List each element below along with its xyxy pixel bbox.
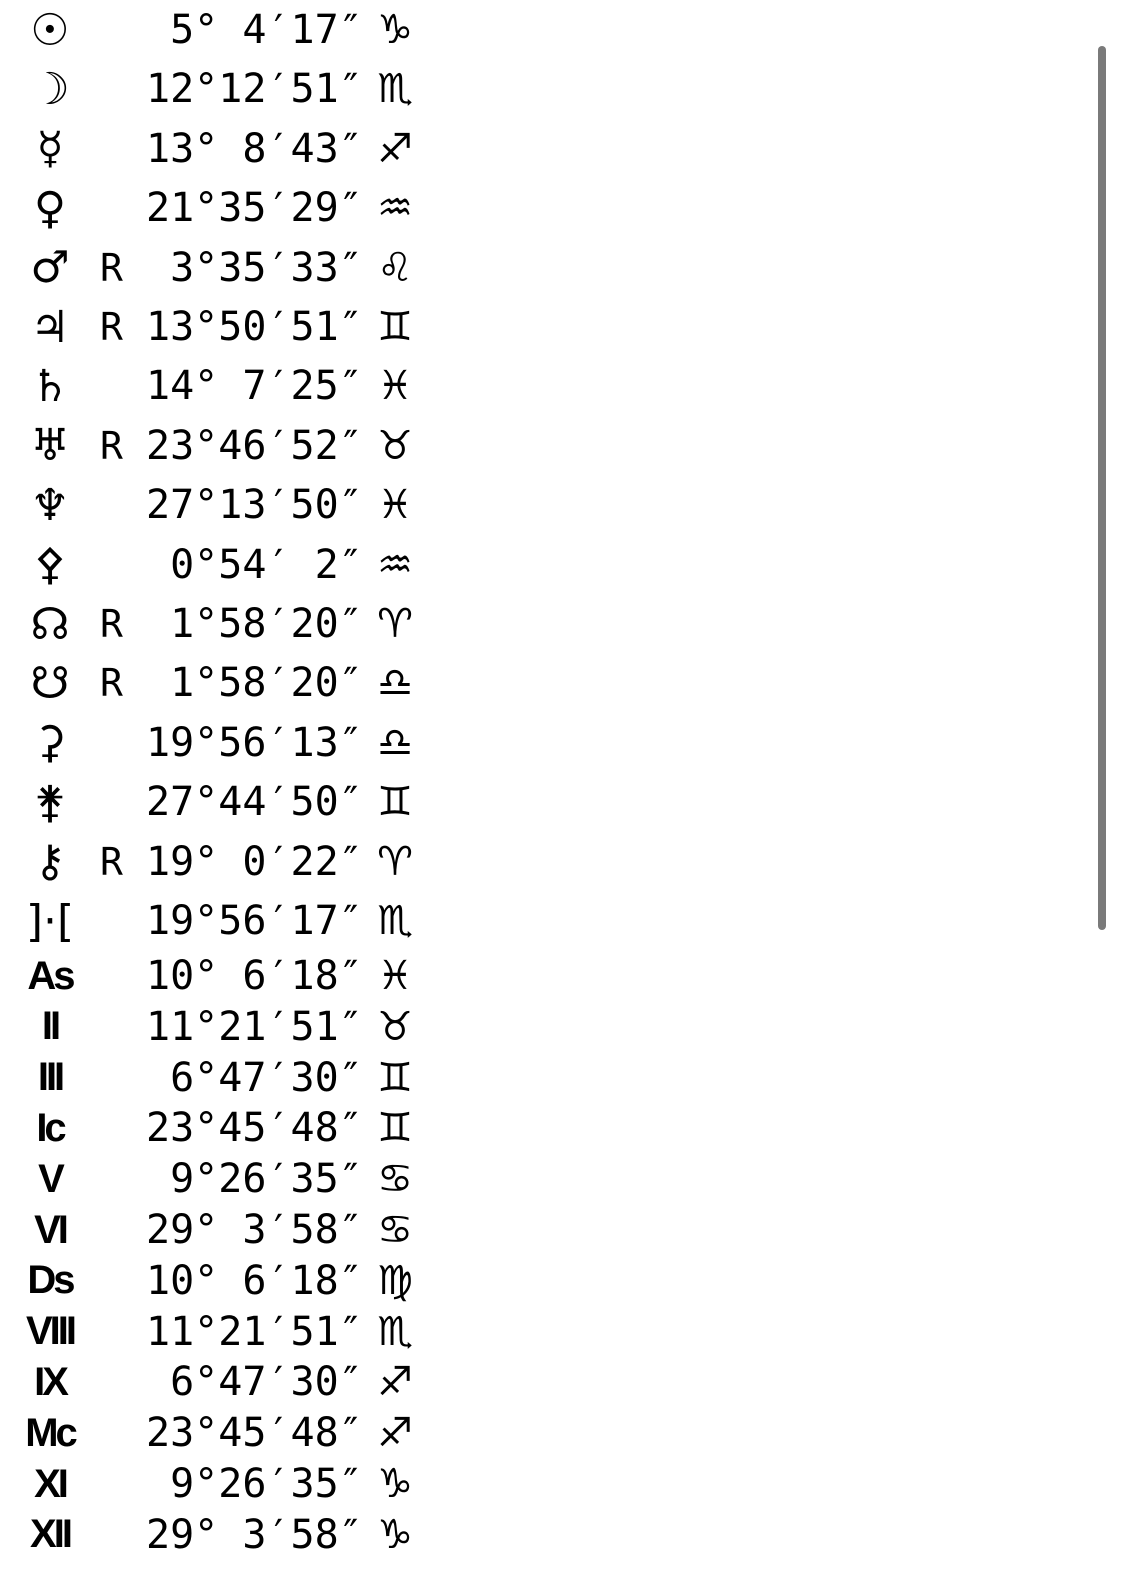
house-label-as: As xyxy=(27,953,73,998)
cancer-icon: ♋ xyxy=(377,1207,413,1253)
degree-value: 27°44′50″ xyxy=(146,779,363,826)
mars-icon: ♂ xyxy=(30,242,70,294)
position-row xyxy=(0,834,1100,890)
moon-icon: ☽ xyxy=(30,63,70,115)
house-label-mc: Mc xyxy=(25,1410,75,1455)
position-row xyxy=(0,2,1100,58)
position-row xyxy=(0,1202,1100,1258)
degree-value: 19° 0′22″ xyxy=(146,838,363,885)
retrograde-marker: R xyxy=(100,305,123,349)
degree-value: 9°26′35″ xyxy=(146,1461,363,1507)
scorpio-icon: ♏ xyxy=(377,898,413,944)
position-row xyxy=(0,1304,1100,1360)
south-node-icon: ☋ xyxy=(30,657,70,709)
position-row xyxy=(0,1253,1100,1309)
degree-value: 23°45′48″ xyxy=(146,1410,363,1457)
position-row xyxy=(0,774,1100,830)
house-label-xii: XII xyxy=(30,1512,70,1557)
position-row xyxy=(0,477,1100,533)
retrograde-marker: R xyxy=(100,661,123,706)
retrograde-marker: R xyxy=(100,602,123,646)
house-label-ic: Ic xyxy=(36,1105,64,1150)
saturn-icon: ♄ xyxy=(30,360,70,412)
position-row xyxy=(0,358,1100,414)
degree-value: 10° 6′18″ xyxy=(146,953,363,999)
aquarius-icon: ♒ xyxy=(377,185,413,232)
degree-value: 12°12′51″ xyxy=(146,66,363,113)
taurus-icon: ♉ xyxy=(377,422,413,469)
position-row xyxy=(0,1050,1100,1106)
gemini-icon: ♊ xyxy=(377,1105,413,1152)
pisces-icon: ♓ xyxy=(377,363,413,410)
house-label-vi: VI xyxy=(34,1207,66,1252)
degree-value: 27°13′50″ xyxy=(146,482,363,529)
jupiter-icon: ♃ xyxy=(30,301,70,353)
degree-value: 11°21′51″ xyxy=(146,1003,363,1050)
degree-value: 10° 6′18″ xyxy=(146,1257,363,1304)
position-row xyxy=(0,948,1100,1004)
position-row xyxy=(0,240,1100,296)
retrograde-marker: R xyxy=(100,839,123,884)
degree-value: 5° 4′17″ xyxy=(146,7,363,53)
libra-icon: ♎ xyxy=(377,660,413,707)
house-label-xi: XI xyxy=(34,1461,66,1506)
mercury-icon: ☿ xyxy=(36,123,64,175)
uranus-icon: ♅ xyxy=(30,420,70,472)
degree-value: 21°35′29″ xyxy=(146,185,363,232)
position-row xyxy=(0,537,1100,593)
degree-value: 19°56′13″ xyxy=(146,719,363,766)
position-row xyxy=(0,418,1100,474)
aries-icon: ♈ xyxy=(377,838,413,885)
sagittarius-icon: ♐ xyxy=(377,1359,413,1406)
pisces-icon: ♓ xyxy=(377,953,413,999)
scrollbar-thumb[interactable] xyxy=(1098,46,1106,930)
capricorn-icon: ♑ xyxy=(377,7,413,53)
degree-value: 3°35′33″ xyxy=(146,244,363,291)
position-row xyxy=(0,1456,1100,1512)
house-label-ds: Ds xyxy=(27,1258,73,1303)
retrograde-marker: R xyxy=(100,245,123,290)
pisces-icon: ♓ xyxy=(377,482,413,529)
degree-value: 29° 3′58″ xyxy=(146,1207,363,1253)
house-label-ix: IX xyxy=(34,1359,66,1404)
degree-value: 13° 8′43″ xyxy=(146,125,363,172)
degree-value: 19°56′17″ xyxy=(146,898,363,944)
house-label-viii: VIII xyxy=(25,1309,75,1354)
position-row xyxy=(0,1354,1100,1410)
house-label-v: V xyxy=(38,1156,62,1201)
house-label-ii: II xyxy=(41,1004,59,1049)
position-row xyxy=(0,999,1100,1055)
pallas-icon: ⚴ xyxy=(33,539,67,591)
position-row xyxy=(0,180,1100,236)
virgo-icon: ♍ xyxy=(377,1257,413,1304)
sun-icon: ☉ xyxy=(30,4,70,56)
degree-value: 13°50′51″ xyxy=(146,304,363,350)
degree-value: 0°54′ 2″ xyxy=(146,541,363,588)
ceres-icon: ⚳ xyxy=(33,717,67,769)
degree-value: 11°21′51″ xyxy=(146,1308,363,1355)
sagittarius-icon: ♐ xyxy=(377,125,413,172)
degree-value: 29° 3′58″ xyxy=(146,1511,363,1558)
capricorn-icon: ♑ xyxy=(377,1511,413,1558)
gemini-icon: ♊ xyxy=(377,304,413,350)
position-row xyxy=(0,61,1100,117)
scorpio-icon: ♏ xyxy=(377,1308,413,1355)
degree-value: 14° 7′25″ xyxy=(146,363,363,410)
degree-value: 23°45′48″ xyxy=(146,1105,363,1152)
position-row xyxy=(0,1405,1100,1461)
capricorn-icon: ♑ xyxy=(377,1461,413,1507)
degree-value: 9°26′35″ xyxy=(146,1156,363,1203)
aquarius-icon: ♒ xyxy=(377,541,413,588)
sagittarius-icon: ♐ xyxy=(377,1410,413,1457)
degree-value: 1°58′20″ xyxy=(146,660,363,707)
position-row xyxy=(0,1507,1100,1563)
north-node-icon: ☊ xyxy=(30,598,70,650)
position-row xyxy=(0,893,1100,949)
chiron-icon: ⚷ xyxy=(33,836,67,888)
aries-icon: ♈ xyxy=(377,601,413,647)
house-label-iii: III xyxy=(37,1055,63,1100)
venus-icon: ♀ xyxy=(33,182,67,234)
degree-value: 23°46′52″ xyxy=(146,422,363,469)
degree-value: 1°58′20″ xyxy=(146,601,363,647)
gemini-icon: ♊ xyxy=(377,779,413,826)
position-row xyxy=(0,596,1100,652)
cancer-icon: ♋ xyxy=(377,1156,413,1203)
position-row xyxy=(0,121,1100,177)
degree-value: 6°47′30″ xyxy=(146,1054,363,1101)
gemini-icon: ♊ xyxy=(377,1054,413,1101)
juno-icon: ⚵ xyxy=(33,776,67,828)
position-row xyxy=(0,1151,1100,1207)
position-row xyxy=(0,655,1100,711)
position-row xyxy=(0,1100,1100,1156)
position-row xyxy=(0,715,1100,771)
degree-value: 6°47′30″ xyxy=(146,1359,363,1406)
position-row xyxy=(0,299,1100,355)
neptune-icon: ♆ xyxy=(30,479,70,531)
retrograde-marker: R xyxy=(100,423,123,468)
leo-icon: ♌ xyxy=(377,244,413,291)
scorpio-icon: ♏ xyxy=(377,66,413,113)
libra-icon: ♎ xyxy=(377,719,413,766)
vertex-icon: ]·[ xyxy=(25,895,75,947)
taurus-icon: ♉ xyxy=(377,1003,413,1050)
